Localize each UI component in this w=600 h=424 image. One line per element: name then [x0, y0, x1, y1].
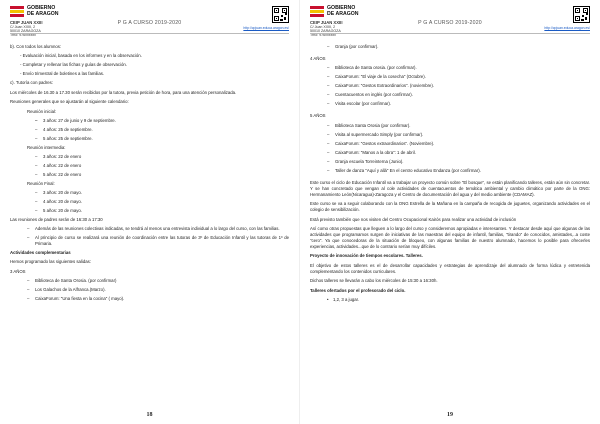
header-divider — [310, 33, 590, 34]
logo-line-2: DE ARAGON — [327, 10, 359, 17]
logo-line-2: DE ARAGON — [27, 10, 59, 17]
section-b-item: - Evaluación inicial, basada en los informes y en la observación. — [20, 53, 142, 59]
aragon-flag-icon — [10, 6, 24, 18]
list-item: – 4 años: 25 de septiembre. — [35, 127, 289, 133]
section-c-heading: c). Tutoría con padres: — [10, 80, 53, 86]
section-b-item: - Envío trimestral de boletines a las familias. — [20, 71, 105, 77]
project-heading: Proyecto de innovación de tiempos escolares. Talleres. — [310, 253, 423, 259]
list-item: – Biblioteca Santa Orosia (por confirmar). — [327, 123, 590, 129]
page-body — [10, 44, 289, 302]
list-item: – Al principio de curso se realizará una reunión de coordinación entre las tutoras de 3º de Educación Infantil y las tutoras de 1º de Primaria. — [27, 235, 289, 247]
government-logo — [10, 6, 59, 18]
school-phone: Tfno: 976xxxxxx — [10, 33, 36, 37]
paragraph: Está previsto también que nos visiten del Centro Ocupacional Kairós para realizar una actividad de inclusión — [310, 216, 517, 222]
list-item: • 1,2, 3 a jugar. — [327, 297, 590, 303]
list-item: – 4 años: 20 de mayo. — [35, 199, 289, 205]
list-item: – 3 años: 22 de enero — [35, 154, 289, 160]
school-address-2: 50010 ZARAGOZA — [310, 29, 341, 33]
list-item: – Visita al supermercado Simply (por confirmar). — [327, 132, 590, 138]
age-4-heading: 4 AÑOS — [310, 56, 326, 61]
qr-code-icon — [272, 6, 289, 23]
list-item: – Además de las reuniones colectivas indicadas, se tendrá al menos una entrevista individual a lo largo del curso, con las familias. — [27, 226, 289, 232]
list-item: – Los Galachos de la Alfranca.(Marzo). — [27, 287, 289, 293]
school-name: CEIP JUAN XXIII — [10, 20, 43, 25]
header-title: P G A CURSO 2019-2020 — [117, 20, 182, 26]
school-url-link[interactable]: http://cpjuan.educa.aragon.es/ — [243, 26, 289, 30]
section-c-text: Los miércoles de 16.30 a 17.30 serán recibidos por la tutora, previa petición de hora, para una atención personalizada. — [10, 89, 237, 95]
school-url-link[interactable]: http://cpjuan.educa.aragon.es/ — [544, 26, 590, 30]
complementary-intro: Hemos programado las siguientes salidas: — [10, 259, 91, 265]
list-item: – 5 años: 25 de septiembre. — [35, 136, 289, 142]
page-19 — [300, 0, 600, 424]
list-item: – 5 años: 20 de mayo. — [35, 208, 289, 214]
list-item: – Granja (por confirmar). — [327, 44, 590, 50]
list-item: – CaixaForum: "Gestos Extraordinarios". (noviembre). — [327, 83, 590, 89]
age-5-heading: 5 AÑOS — [310, 113, 326, 119]
school-address-1: C/ Juan XXIII, 2 — [10, 25, 36, 29]
age-3-heading: 3 AÑOS — [10, 268, 26, 274]
page-header — [10, 4, 289, 44]
logo-line-1: GOBIERNO — [27, 5, 56, 11]
list-item: – 5 años: 22 de enero — [35, 172, 289, 178]
list-item: – Visita escolar (por confirmar). — [327, 101, 590, 107]
paragraph: Este curso el ciclo de Educación Infantil va a trabajar un proyecto común sobre "El bosque", se están planificando talleres, están aún sin concretar. Y se han concretado que vengan al cole actividades de cuentacuentos de temática ambiental y cambio climático por parte de la ONG: Hermanamiento León(Nicaragua)-Zaragoza y el Centro de documentación del agua y del medio ambiente (CDAMAZ). — [310, 179, 590, 197]
list-item: – CaixaForum: "Gestos extraordinarios". (Noviembre). — [327, 141, 590, 147]
complementary-heading: Actividades complementarias — [10, 249, 71, 255]
paragraph: El objetivo de estos talleres es el de desarrollar capacidades y estrategias de aprendizaje del alumnado de forma lúdica y entretenida complementando los contenidos curriculares. — [310, 262, 590, 274]
list-item: – CaixaForum: "El viaje de la cosecha" (Octubre). — [327, 74, 590, 80]
paragraph: Así como otras propuestas que lleguen a lo largo del curso y consideremos apropiadas e interesantes. Y destacar desde aquí que algunas de las actividades que programamos surgen de iniciativas de las maestras del equipo de infantil, familias, "tirando" de conocidos, amistades,..a coste "cero". Ya que conocedoras de la situación de bloqueo, con algunas familias de nuestro alumnado, hacemos lo posible para ofrecerles experiencias, actividades...que de lo contrario serían muy difíciles. — [310, 225, 590, 249]
school-address-1: C/ Juan XXIII, 2 — [310, 25, 336, 29]
section-b-item: - Completar y rellenar las fichas y guías de observación. — [20, 62, 127, 68]
list-item: – Taller de danza "Aquí y allá" En el centro educativo Endanza (por confirmar). — [327, 168, 590, 174]
list-item: – Cuentacuentos en inglés (por confirmar). — [327, 92, 590, 98]
section-b-heading: b). Con todos los alumnos: — [10, 44, 62, 49]
list-item: – Biblioteca de Santa orosia. (por confirmar). — [327, 65, 590, 71]
intermediate-meeting-heading: Reunión intermedia: — [27, 144, 66, 150]
list-item: – 3 años: 27 de junio y 9 de septiembre. — [35, 118, 289, 124]
logo-line-1: GOBIERNO — [327, 5, 356, 11]
qr-code-icon — [573, 6, 590, 23]
meetings-intro: Reuniones generales que se ajustarán al siguiente calendario: — [10, 99, 129, 105]
list-item: – 4 años: 22 de enero — [35, 163, 289, 169]
list-item: – CaixaForum: "Manos a la obra": 1 de abril. — [327, 150, 590, 156]
initial-meeting-heading: Reunión inicial: — [27, 108, 57, 114]
header-title: P G A CURSO 2019-2020 — [418, 20, 482, 26]
page-header — [310, 4, 590, 44]
aragon-flag-icon — [310, 6, 324, 18]
page-number: 18 — [146, 412, 153, 418]
header-divider — [10, 33, 289, 34]
workshops-heading: Talleres ofertados por el profesorado del ciclo. — [310, 287, 406, 293]
list-item: – Biblioteca de Santa Orosia. (por confirmar) — [27, 278, 289, 284]
list-item: – Granja escuela Torreinterna (Junio). — [327, 159, 590, 165]
paragraph: Dichos talleres se llevarán a cabo los miércoles de 15:30 a 16:30h. — [310, 278, 438, 284]
final-meeting-heading: Reunión Final: — [27, 180, 55, 186]
government-logo — [310, 6, 359, 18]
school-phone: Tfno: 976xxxxxx — [310, 33, 336, 37]
school-name: CEIP JUAN XXIII — [310, 20, 343, 25]
list-item: – CaixaForum: "Una fiesta en la cocina" ( mayo). — [27, 296, 289, 302]
paragraph: Este curso se va a seguir colaborando con la ONG Estrella de la Mañana en la campaña de recogida de juguetes, organizando actividades en el colegio de sensibilización. — [310, 201, 590, 213]
school-address-2: 50010 ZARAGOZA — [10, 29, 41, 33]
page-body — [310, 44, 590, 303]
list-item: – 3 años: 20 de mayo. — [35, 190, 289, 196]
page-number: 19 — [447, 412, 453, 418]
parents-meeting-time: Las reuniones de padres serán de 16:30 a 17:30 — [10, 216, 103, 222]
